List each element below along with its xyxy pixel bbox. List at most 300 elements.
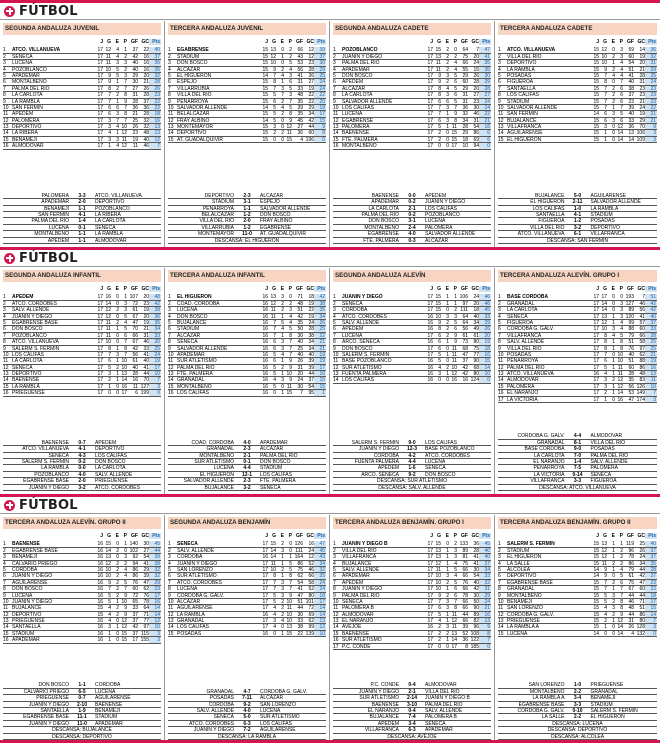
stat-cell: 12 [601,554,607,561]
col-header: P [619,533,623,539]
stat-cell: 2 [438,637,441,644]
stat-cell: 42 [473,586,479,593]
score: 7-5 [573,465,582,472]
stat-cell: 22 [297,630,303,637]
away-team: LOS CALIFAS [260,720,292,727]
stat-cell: 4 [438,364,441,371]
row-position: 7 [498,332,501,339]
stat-cell: 15 [97,611,103,618]
stat-cell: 5 [124,579,127,586]
stat-cell: 14 [270,547,276,554]
stat-cell: 122 [470,637,479,644]
home-team: PALMA DEL RÍO [361,212,399,218]
stat-cell: 16 [149,599,161,604]
home-team: GRANADAL [536,439,565,446]
col-header: GF [461,286,468,292]
stat-cell: 7 [300,390,303,397]
stat-cell: 9 [620,611,623,618]
away-team: FIGUEROA [590,478,617,484]
results-list [498,193,657,244]
stat-cell: 14 [617,130,623,137]
away-team: DEPORTIVO [95,199,125,205]
stat-cell: 5 [124,326,127,333]
stat-cell: 40 [628,79,634,86]
stat-cell: 22 [314,92,326,97]
stat-cell: 7 [116,117,119,124]
stat-cell: 4 [620,566,623,573]
team-name: ALMODÓVAR [12,143,44,149]
stat-cell: 24 [308,319,314,326]
stat-cell: 140 [129,541,138,548]
home-team: BENAMEJÍ [43,205,69,212]
score: 0-7 [78,439,86,446]
stat-cell: 16 [97,566,103,573]
stat-cell: 6 [273,358,276,365]
stat-cell: 8 [438,326,441,333]
stat-cell: 4 [620,326,623,333]
stat-cell: 47 [628,396,634,403]
stat-cell: 3 [604,377,607,384]
home-team: CALVARIO PRIEGO [23,688,69,695]
stat-cell: 7 [108,98,111,105]
stat-cell: 17 [97,92,103,99]
stat-cell: 27 [479,92,491,97]
team-name: SALERM S. FERMÍN [12,345,60,351]
stat-cell: 17 [427,611,433,618]
team-name: ATCO. VILLANUEVA [12,47,61,53]
row-position: 13 [168,618,174,625]
team-name: POZOBLANCO [12,332,47,339]
row-position: 8 [333,92,336,99]
stat-cell: 40 [297,339,303,346]
stat-cell: 23 [645,99,657,104]
stat-cell: 38 [149,561,161,566]
away-team: APADEMAR [260,439,288,446]
score: 3-4 [573,695,582,702]
stat-cell: 2 [281,130,284,137]
row-position: 4 [333,560,336,567]
col-header: J [430,39,433,45]
stat-cell: 5 [289,104,292,111]
stat-cell: 0 [454,47,457,54]
row-position: 9 [3,98,6,105]
stat-cell: 44 [308,371,314,378]
team-name: BAENENSE [12,541,40,547]
stat-cell: 15 [593,136,599,143]
stat-cell: 7 [604,351,607,358]
stat-cell: 17 [97,130,103,137]
stat-cell: 3 [645,624,657,629]
stat-cell: 16 [143,66,149,73]
stat-cell: 11 [435,66,441,73]
stat-cell: 12 [601,547,607,554]
stat-cell: 16 [262,351,268,358]
rest-note: DESCANSA: SALV. ALLENDE [333,485,491,491]
stat-cell: 7 [289,345,292,352]
stat-cell: 61 [132,358,138,365]
col-team [177,286,260,292]
stat-cell: 15 [593,554,599,561]
score: 1-9 [78,708,86,715]
home-team: PEÑARROYA [202,205,234,212]
score: 2-0 [78,199,86,206]
team-name: BUJALANCE [507,117,537,124]
stat-cell: 7 [108,351,111,358]
col-header: J [596,533,599,539]
results-list [333,193,491,244]
stat-cell: 36 [645,47,657,52]
stat-cell: 34 [479,567,491,572]
row-position: 9 [168,98,171,105]
stat-cell: 31 [462,98,468,105]
stat-cell: 27 [473,92,479,99]
row-position: 7 [498,579,501,586]
team-name: MONTALBEÑO [342,143,377,149]
team-name: POZOBLANCO [12,66,47,72]
row-position: 1 [498,47,501,54]
col-header: Pts [645,533,657,539]
stat-cell: 50 [297,326,303,333]
stat-cell: 17 [97,358,103,365]
col-header: J [100,533,103,539]
stat-cell: 83 [639,377,645,384]
stat-cell: 7 [124,351,127,358]
stat-cell: 5 [604,598,607,605]
stat-cell: 53 [628,390,634,397]
team-name: SÉNECA [12,53,33,60]
stat-cell: 60 [308,130,314,137]
team-name: LA RAMBLA [507,66,535,72]
row-position: 8 [168,92,171,99]
score: 3-1 [408,218,416,225]
col-pos [498,533,507,539]
stat-cell: 115 [141,630,149,637]
row-position: 1 [333,294,336,301]
stat-cell: 7 [273,72,276,79]
home-team: SANTAELLA [535,212,565,218]
stat-cell: 40 [479,548,491,553]
stat-cell: 17 [593,358,599,365]
row-position: 6 [3,573,6,580]
stat-cell: 18 [473,307,479,314]
results-list [168,440,326,491]
stat-cell: 16 [97,624,103,631]
stat-cell: 76 [628,345,634,352]
team-name: FIGUEROA [507,319,534,326]
team-name: EGABRENSE [177,47,209,53]
stat-cell: 25 [297,345,303,352]
away-team: LUCENA [425,218,446,224]
stat-cell: 17 [593,396,599,403]
away-team: EGABRENSE [260,224,292,231]
stat-cell: 11 [451,345,457,352]
away-team: AGUILARENSE [590,192,627,199]
stat-cell: 2 [281,66,284,73]
stat-cell: 4 [273,624,276,631]
team-name: PALOMERA B [342,605,374,611]
stat-cell: 34 [473,319,479,326]
stat-cell: 15 [262,130,268,137]
team-name: SUR ATLETISMO [177,358,217,364]
score: 0-0 [78,465,86,472]
stat-cell: 10 [617,351,623,358]
stat-cell: 54 [473,573,479,580]
stat-cell: 15 [286,136,292,143]
stat-cell: 14 [593,111,599,118]
row-position: 17 [333,643,339,650]
stat-cell: 3 [281,592,284,599]
col-header: E [115,286,119,292]
score: 3-3 [78,192,86,199]
stat-cell: 66 [297,47,303,54]
stat-cell: 16 [262,339,268,346]
stat-cell: 17 [97,66,103,73]
col-header: P [453,286,457,292]
stat-cell: 15 [262,60,268,67]
stat-cell: 32 [149,73,161,78]
stat-cell: 16 [427,326,433,333]
league-title: TERCERA ANDALUZA BENJAMÍN. GRUPO II [498,517,657,529]
stat-cell: 5 [273,364,276,371]
stat-cell: 17 [262,547,268,554]
stat-cell: 15 [262,79,268,86]
home-team: EL HIGUERÓN [530,199,565,205]
score: 9-2 [408,471,416,478]
away-team: CÓRDOBA G. GALV. [260,688,307,695]
row-position: 9 [498,592,501,599]
away-team: SALERM S. FERMÍN [590,708,638,714]
stat-cell: 28 [149,79,161,84]
stat-cell: 23 [645,580,657,585]
stat-cell: 1 [446,339,449,346]
home-team: BUJALANCE [369,714,399,720]
stat-cell: 16 [262,630,268,637]
col-header: J [596,286,599,292]
col-header: G [603,39,607,45]
stat-cell: 15 [479,358,491,363]
stat-cell: 4 [108,605,111,612]
stat-cell: 2 [454,541,457,548]
away-team: APEDEM [425,192,447,199]
stat-cell: 7 [620,586,623,593]
row-position: 16 [3,637,9,644]
stat-cell: 37 [149,54,161,59]
stat-cell: 3 [116,111,119,118]
stat-cell: 17 [427,117,433,124]
row-position: 16 [333,637,339,644]
stat-cell: 69 [308,611,314,618]
stat-cell: 75 [462,560,468,567]
row-position: 6 [498,573,501,580]
row-position: 4 [333,313,336,320]
stat-cell: 16 [121,383,127,390]
stat-cell: 66 [462,605,468,612]
team-name: DEPORTIVO [12,124,42,130]
stat-cell: 37 [628,92,634,99]
row-position: 4 [333,66,336,73]
stat-cell: 24 [297,377,303,384]
stat-cell: 5 [454,566,457,573]
away-team: ATCO. CORDOBÉS [425,452,470,459]
stat-cell: 17 [427,586,433,593]
stat-cell: 11 [121,136,127,143]
stat-cell: 1 [116,624,119,631]
stat-cell: 7 [438,111,441,118]
score: 11-1 [77,714,87,721]
stat-cell: 2 [612,598,615,605]
stat-cell: 12 [105,560,111,567]
stat-cell: 32 [479,580,491,585]
stat-cell: 65 [132,598,138,605]
stat-cell: 0 [612,47,615,54]
team-name: GRANADAL [507,586,535,592]
row-position: 9 [168,345,171,352]
stat-cell: 24 [314,79,326,84]
stat-cell: 3 [612,117,615,124]
stat-cell: 2 [281,364,284,371]
away-team: SÉNECA [260,484,281,490]
stat-cell: 3 [454,547,457,554]
row-position: 2 [3,300,6,307]
team-name: STADIUM [177,326,200,332]
stat-cell: 1 [612,345,615,352]
stat-cell: 0 [612,124,615,131]
away-team: LUCENA [95,688,116,695]
team-name: LUCENA [12,592,33,598]
row-position: 1 [168,294,171,301]
stat-cell: 5 [438,351,441,358]
stat-cell: 0 [281,60,284,67]
team-name: ALCÁZAR [177,66,201,72]
row-position: 15 [168,630,174,637]
stat-cell: 0 [273,136,276,143]
row-position: 2 [168,300,171,307]
stat-cell: 4 [612,332,615,339]
away-team: APEDEM [95,439,117,446]
stat-cell: 20 [143,313,149,320]
stat-cell: 66 [308,573,314,580]
stat-cell: 24 [645,79,657,84]
team-name: LA RAMBLA [177,611,205,618]
home-team: SANTAELLA [40,708,69,714]
stat-cell: 3 [446,117,449,124]
stat-cell: 48 [143,130,149,137]
home-team: ATCO. VILLANUEVA [22,446,69,452]
stat-cell: 2 [116,560,119,567]
stat-cell: 17 [97,351,103,358]
away-team: ATCO. VILLANUEVA [95,192,142,199]
away-team: CÓRDOBA [95,682,121,688]
stat-cell: 17 [593,319,599,326]
team-name: PALMA DEL RÍO [342,60,380,66]
stat-cell: 28 [479,86,491,91]
stat-cell: 19 [308,313,314,320]
stat-cell: 57 [639,319,645,326]
away-team: PALOMERA [590,465,618,471]
stat-cell: 24 [149,352,161,357]
stat-cell: 48 [297,92,303,99]
team-name: LA SALLE [507,560,530,566]
stat-cell: 22 [479,111,491,116]
stat-cell: 3 [454,313,457,320]
row-position: 8 [3,586,6,593]
row-position: 13 [3,618,9,625]
stat-cell: 36 [628,124,634,131]
stat-cell: 4 [300,136,303,143]
col-header: E [445,286,449,292]
stat-cell: 68 [473,364,479,371]
stat-cell: 42 [132,624,138,631]
stat-cell: 0 [446,358,449,365]
league-title: TERCERA ANDALUZA JUVENIL [168,23,326,35]
stat-cell: 66 [462,618,468,625]
stat-cell: 4 [438,618,441,625]
stat-cell: 17 [262,598,268,605]
stat-cell: 14 [105,547,111,554]
stat-cell: 39 [297,104,303,111]
team-name: JUANÍN Y DIEGO [12,573,53,579]
home-team: LA SALLE [541,714,565,720]
stat-cell: 1 [446,294,449,301]
team-name: JUANÍN Y DIEGO [342,53,383,60]
stat-cell: 17 [427,351,433,358]
row-position: 9 [168,592,171,599]
home-team: EGABRENSE BASE [23,478,69,484]
home-team: SALERM S. FERMÍN [21,459,69,465]
stat-cell: 2 [620,554,623,561]
team-name: AGUILARENSE [507,130,543,136]
away-team: SALVADOR ALLENDE [425,231,476,237]
section-header [0,497,660,514]
team-name: LUCENA [177,586,198,592]
col-header: GF [296,286,303,292]
stat-cell: 28 [462,124,468,131]
stat-cell: 10 [462,143,468,150]
team-name: SUR ATLETISMO [177,573,217,579]
stat-cell: 12 [617,377,623,384]
stat-cell: 12 [121,143,127,150]
stat-cell: 13 [270,294,276,301]
score: 0-0 [408,192,416,199]
row-position: 13 [333,124,339,131]
col-header: G [603,286,607,292]
stat-cell: 31 [132,92,138,99]
stat-cell: 31 [645,60,657,65]
stat-cell: 14 [262,117,268,124]
stat-cell: 35 [479,60,491,65]
stat-cell: 5 [273,383,276,390]
stat-cell: 34 [639,560,645,567]
team-name: APEDEM [342,79,364,85]
col-team [342,533,425,539]
stat-cell: 1 [124,47,127,54]
stat-cell: 7 [620,592,623,599]
stat-cell: 20 [143,72,149,79]
stat-cell: 3 [612,605,615,612]
stat-cell: 30 [473,104,479,111]
stat-cell: 56 [639,307,645,314]
stat-cell: 19 [314,358,326,363]
stat-cell: 6 [438,117,441,124]
stat-cell: 3 [620,307,623,314]
stat-cell: 7 [124,586,127,593]
home-team: MONTALBEÑO [199,452,234,459]
row-position: 8 [333,586,336,593]
stat-cell: 20 [473,53,479,60]
stat-cell: 7 [108,92,111,99]
row-position: 3 [3,554,6,561]
row-position: 10 [333,104,339,111]
